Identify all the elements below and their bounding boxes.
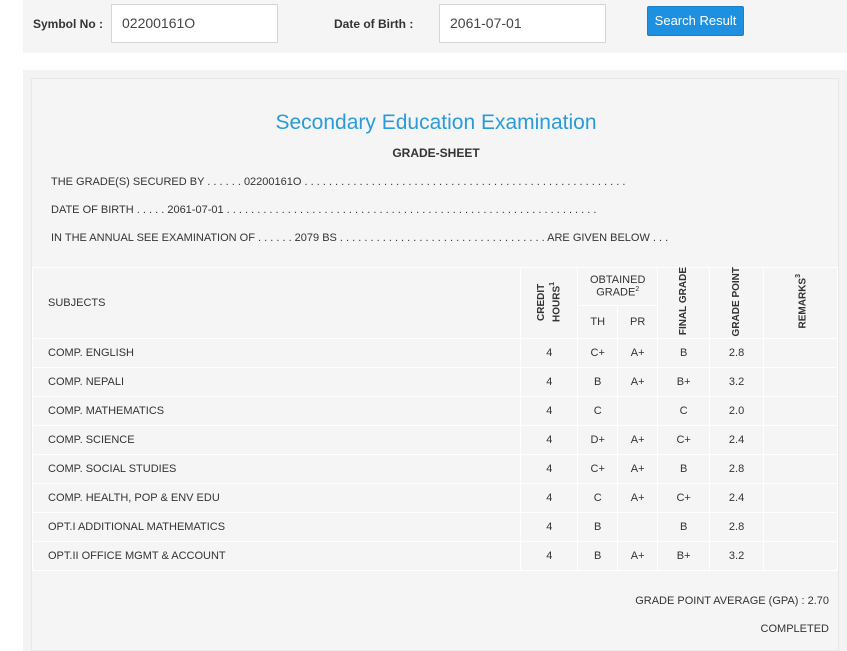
credit-cell: 4 — [521, 426, 578, 455]
table-row — [33, 397, 838, 426]
subject-cell: COMP. SCIENCE — [33, 426, 521, 455]
remarks-cell — [764, 484, 838, 513]
remarks-cell — [764, 339, 838, 368]
subject-cell: COMP. ENGLISH — [33, 339, 521, 368]
grade-point-cell: 3.2 — [710, 542, 764, 571]
search-bar — [23, 0, 847, 53]
pr-grade-cell: A+ — [618, 484, 658, 513]
th-grade-cell: C+ — [578, 339, 618, 368]
th-grade-cell: C+ — [578, 455, 618, 484]
th-grade-cell: B — [578, 542, 618, 571]
credit-cell: 4 — [521, 339, 578, 368]
grade-point-cell: 2.8 — [710, 513, 764, 542]
header-pr: PR — [618, 306, 658, 339]
remarks-cell — [764, 426, 838, 455]
final-grade-cell: B+ — [658, 542, 710, 571]
subject-cell: OPT.II OFFICE MGMT & ACCOUNT — [33, 542, 521, 571]
header-th: TH — [578, 306, 618, 339]
grade-point-cell: 2.0 — [710, 397, 764, 426]
final-grade-cell: C+ — [658, 484, 710, 513]
grade-point-cell: 3.2 — [710, 368, 764, 397]
th-grade-cell: B — [578, 368, 618, 397]
secured-by-line: THE GRADE(S) SECURED BY . . . . . . 02200161O . . . . . . . . . . . . . . . . . . . . . . . . . . . . . . . . . . . . . . . . . . . . . . . . . . . . . — [51, 176, 626, 188]
table-row — [33, 484, 838, 513]
credit-cell: 4 — [521, 397, 578, 426]
exam-title: Secondary Education Examination — [275, 111, 597, 134]
header-grade-point: GRADE POINT — [710, 268, 764, 339]
remarks-cell — [764, 455, 838, 484]
header-subjects: SUBJECTS — [33, 268, 521, 339]
table-row — [33, 455, 838, 484]
table-row — [33, 368, 838, 397]
subject-cell: COMP. HEALTH, POP & ENV EDU — [33, 484, 521, 513]
search-result-button[interactable]: Search Result — [647, 6, 744, 36]
sheet-subtitle: GRADE-SHEET — [392, 146, 480, 160]
grade-point-cell: 2.4 — [710, 484, 764, 513]
pr-grade-cell: A+ — [618, 368, 658, 397]
credit-cell: 4 — [521, 542, 578, 571]
pr-grade-cell: A+ — [618, 339, 658, 368]
final-grade-cell: C — [658, 397, 710, 426]
th-grade-cell: C — [578, 397, 618, 426]
table-row — [33, 426, 838, 455]
remarks-cell — [764, 368, 838, 397]
credit-cell: 4 — [521, 484, 578, 513]
grade-point-cell: 2.4 — [710, 426, 764, 455]
subject-cell: OPT.I ADDITIONAL MATHEMATICS — [33, 513, 521, 542]
table-row — [33, 339, 838, 368]
credit-cell: 4 — [521, 455, 578, 484]
final-grade-cell: C+ — [658, 426, 710, 455]
final-grade-cell: B+ — [658, 368, 710, 397]
pr-grade-cell: A+ — [618, 426, 658, 455]
pr-grade-cell: A+ — [618, 542, 658, 571]
header-obtained-grade: OBTAINED GRADE$^2$ — [578, 268, 658, 306]
dob-line: DATE OF BIRTH . . . . . 2061-07-01 . . . . . . . . . . . . . . . . . . . . . . . . . . . . . . . . . . . . . . . . . . . . . . . . . . . . . . . . . . . . . — [51, 204, 597, 216]
result-panel — [23, 70, 847, 651]
remarks-cell — [764, 513, 838, 542]
symbol-label: Symbol No : — [33, 17, 104, 31]
header-final-grade: FINAL GRADE — [658, 268, 710, 339]
status-text: COMPLETED — [760, 623, 829, 635]
header-remarks: REMARKS$^3$ — [764, 268, 838, 339]
header-credit-hours: CREDIT HOURS$^1$ — [521, 268, 578, 339]
credit-cell: 4 — [521, 368, 578, 397]
th-grade-cell: C — [578, 484, 618, 513]
th-grade-cell: B — [578, 513, 618, 542]
table-row — [33, 513, 838, 542]
grade-point-cell: 2.8 — [710, 339, 764, 368]
pr-grade-cell: A+ — [618, 455, 658, 484]
dob-label: Date of Birth : — [334, 17, 414, 31]
gpa-summary: GRADE POINT AVERAGE (GPA) : 2.70 — [635, 595, 829, 607]
remarks-cell — [764, 397, 838, 426]
final-grade-cell: B — [658, 339, 710, 368]
subject-cell: COMP. SOCIAL STUDIES — [33, 455, 521, 484]
pr-grade-cell — [618, 513, 658, 542]
symbol-input[interactable]: 02200161O — [111, 4, 278, 43]
remarks-cell — [764, 542, 838, 571]
credit-cell: 4 — [521, 513, 578, 542]
subject-cell: COMP. NEPALI — [33, 368, 521, 397]
grade-point-cell: 2.8 — [710, 455, 764, 484]
table-row — [33, 542, 838, 571]
th-grade-cell: D+ — [578, 426, 618, 455]
pr-grade-cell — [618, 397, 658, 426]
final-grade-cell: B — [658, 513, 710, 542]
final-grade-cell: B — [658, 455, 710, 484]
exam-line: IN THE ANNUAL SEE EXAMINATION OF . . . . . . 2079 BS . . . . . . . . . . . . . . . . . . . . . . . . . . . . . . . . . . ARE GIVEN BELOW . . . — [51, 232, 669, 244]
dob-input[interactable]: 2061-07-01 — [439, 4, 606, 43]
grade-table — [32, 267, 838, 571]
grade-sheet — [31, 78, 839, 651]
subject-cell: COMP. MATHEMATICS — [33, 397, 521, 426]
